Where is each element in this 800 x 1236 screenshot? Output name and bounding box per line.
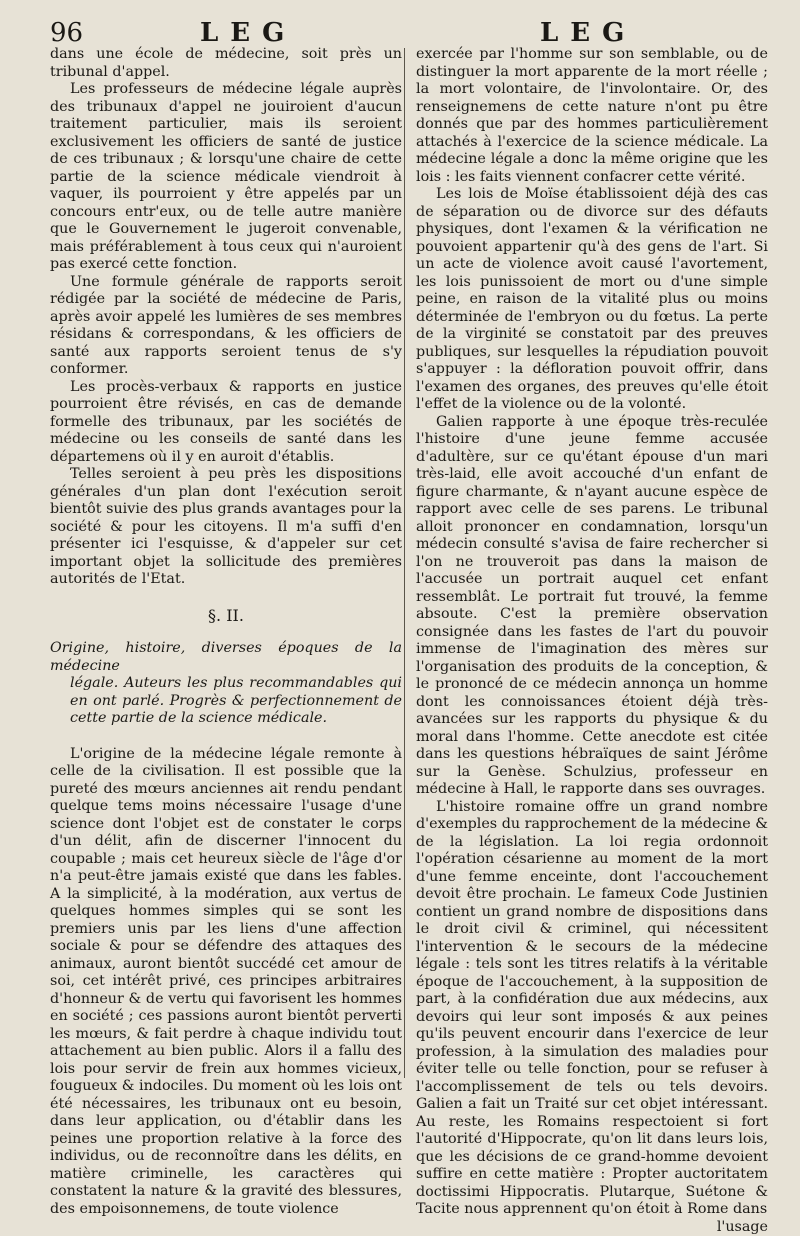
paragraph: Les procès-verbaux & rapports en justice pourroient être révisés, en cas de demande formelle des tribunaux, par les sociétés de médecine ou les conseils de santé dans les départemens où il y en auroit d'établis. bbox=[50, 379, 402, 467]
paragraph: Les lois de Moïse établissoient déjà des cas de séparation ou de divorce sur des défauts physiques, dont l'examen & la vérification ne pouvoient appartenir qu'à des gens de l'art. Si un acte de violence avoit causé l'avortement, les lois punissoient de mort ou d'une simple peine, en raison de la vitalité plus ou moins déterminée de l'embryon ou du fœtus. La perte de la virginité se constatoit par des preuves publiques, sur lesquelles la répudiation pouvoit s'appuyer : la défloration pouvoit offrir, dans l'examen des organes, des preuves qu'elle étoit l'effet de la violence ou de la volonté. bbox=[416, 186, 768, 414]
running-head-left: LEG bbox=[200, 18, 296, 48]
summary-first-line: Origine, histoire, diverses époques de la médecine bbox=[50, 640, 402, 675]
paragraph: Telles seroient à peu près les dispositions générales d'un plan dont l'exécution seroit bientôt suivie des plus grands avantages pour la société & pour les citoyens. Il m'a suffi d'en présenter ici l'esquisse, & d'appeler sur cet important objet la sollicitude des premières autorités de l'Etat. bbox=[50, 466, 402, 589]
paragraph: Une formule générale de rapports seroit rédigée par la société de médecine de Paris, après avoir appelé les lumières de ses membres résidans & correspondans, & les officiers de santé aux rapports seroient tenus de s'y conformer. bbox=[50, 274, 402, 379]
section-summary bbox=[50, 640, 402, 728]
paragraph: L'histoire romaine offre un grand nombre d'exemples du rapprochement de la médecine & de la législation. La loi regia ordonnoit l'opération césarienne au moment de la mort d'une femme enceinte, dont l'accouchement devoit être prochain. Le fameux Code Justinien contient un grand nombre de dispositions dans le droit civil & criminel, qui nécessitent l'intervention & le secours de la médecine légale : tels sont les titres relatifs à la véritable époque de l'accouchement, à la supposition de part, à la confidération due aux médecins, aux devoirs qui leur sont imposés & aux peines qu'ils peuvent encourir dans l'exercice de leur profession, à la simulation des maladies pour éviter telle ou telle fonction, pour se refuser à l'accomplissement de tels ou tels devoirs. Galien a fait un Traité sur cet objet intéressant. Au reste, les Romains respectoient si fort l'autorité d'Hippocrate, qu'on lit dans leurs lois, que les décisions de ce grand-homme devoient suffire en cette matière : Propter auctoritatem doctissimi Hippocratis. Plutarque, Suétone & Tacite nous apprennent qu'on étoit à Rome dans bbox=[416, 799, 768, 1219]
paragraph: Galien rapporte à une époque très-reculée l'histoire d'une jeune femme accusée d'adultère, sur ce qu'étant épouse d'un mari très-laid, elle avoit accouché d'un enfant de figure charmante, & n'ayant aucune espèce de rapport avec celle de ses parens. Le tribunal alloit prononcer en condamnation, lorsqu'un médecin consulté s'avisa de faire rechercher si l'on ne trouveroit pas dans la maison de l'accusée un portrait auquel cet enfant ressemblât. Le portrait fut trouvé, la femme absoute. C'est la première observation consignée dans les fastes de l'art du pouvoir immense de l'imagination des mères sur l'organisation des produits de la conception, & le prononcé de ce médecin annonça un homme dont les connoissances étoient déjà très-avancées sur les rapports du physique & du moral dans l'homme. Cette anecdote est citée dans les questions hébraïques de saint Jérôme sur la Genèse. Schulzius, professeur en médecine à Hall, le rapporte dans ses ouvrages. bbox=[416, 414, 768, 799]
paragraph: dans une école de médecine, soit près un tribunal d'appel. bbox=[50, 46, 402, 81]
right-column bbox=[416, 46, 768, 1236]
page-number: 96 bbox=[50, 18, 83, 48]
paragraph: L'origine de la médecine légale remonte à celle de la civilisation. Il est possible que la pureté des mœurs anciennes ait rendu pendant quelque tems moins nécessaire l'usage d'une science dont l'objet est de constater le corps d'un délit, afin de discerner l'innocent du coupable ; mais cet heureux siècle de l'âge d'or n'a peut-être jamais existé que dans les fables. A la simplicité, à la modération, aux vertus de quelques hommes simples qui se sont les premiers unis par les liens d'une affection sociale & pour se défendre des attaques des animaux, auront bientôt succédé cet amour de soi, cet intérêt privé, ces principes arbitraires d'honneur & de vertu qui favorisent les hommes en société ; ces passions auront bientôt perverti les mœurs, & fait perdre à chaque individu tout attachement au bien public. Alors il a fallu des lois pour servir de frein aux hommes vicieux, fougueux & indociles. Du moment où les lois ont été nécessaires, les tribunaux ont eu besoin, dans leur application, ou d'établir dans les peines une proportion relative à la force des individus, ou de reconnoître dans les délits, en matière criminelle, les caractères qui constatent la nature & la gravité des blessures, des empoisonnemens, de toute violence bbox=[50, 746, 402, 1219]
running-head-right: LEG bbox=[540, 18, 636, 48]
catchword: l'usage bbox=[416, 1219, 768, 1236]
paragraph: Les professeurs de médecine légale auprès des tribunaux d'appel ne jouiroient d'aucun traitement particulier, mais ils seroient exclusivement les officiers de santé de justice de ces tribunaux ; & lorsqu'une chaire de cette partie de la science médicale viendroit à vaquer, ils pourroient y être appelés par un concours entr'eux, ou de telle autre manière que le Gouvernement le jugeroit convenable, mais préférablement à tous ceux qui n'auroient pas exercé cette fonction. bbox=[50, 81, 402, 274]
paragraph: exercée par l'homme sur son semblable, ou de distinguer la mort apparente de la mort réelle ; la mort volontaire, de l'involontaire. Or, des renseignemens de cette nature n'ont pu être donnés que par des hommes particulièrement attachés à l'exercice de la science médicale. La médecine légale a donc la même origine que les lois : les faits viennent confacrer cette vérité. bbox=[416, 46, 768, 186]
section-heading: §. II. bbox=[50, 607, 402, 625]
summary-rest: légale. Auteurs les plus recommandables qui en ont parlé. Progrès & perfectionnement de cette partie de la science médicale. bbox=[70, 675, 402, 728]
left-column bbox=[50, 46, 402, 1218]
column-divider bbox=[404, 48, 405, 1078]
